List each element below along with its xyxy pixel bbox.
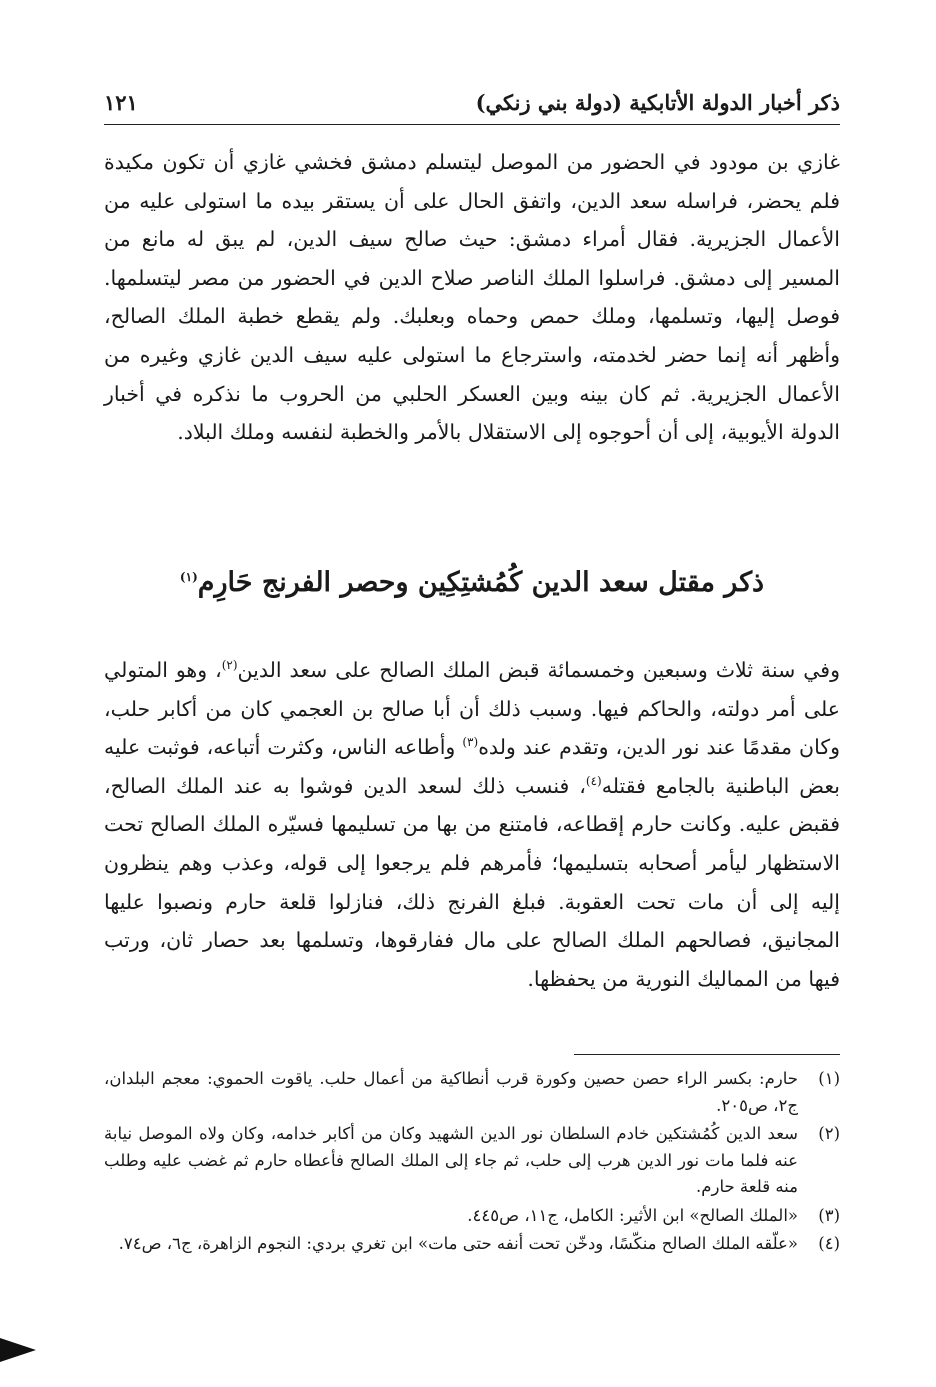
main-paragraph-part1: وفي سنة ثلاث وسبعين وخمسمائة قبض الملك الصالح على سعد الدين [237, 658, 840, 682]
footnote-separator [574, 1054, 840, 1055]
main-paragraph [104, 651, 840, 998]
footnote-number: (٤) [818, 1234, 840, 1253]
main-paragraph-part4: ، فنسب ذلك لسعد الدين فوشوا به عند الملك الصالح، فقبض عليه. وكانت حارم إقطاعه، فامتنع من بها من تسليمها فسيّره الملك الصالح تحت الاستظهار ليأمر أصحابه بتسليمها؛ فأمرهم فلم يرجعوا إلى قوله، وعذب وهم ينظرون إليه إلى أن مات تحت العقوبة. فبلغ الفرنج ذلك، فنازلوا قلعة حارم ونصبوا عليها المجانيق، فصالحهم الملك الصالح على مال ففارقوها، وتسلمها بعد حصار ثان، ورتب فيها من المماليك النورية من يحفظها. [104, 773, 840, 991]
running-title: ذكر أخبار الدولة الأتابكية (دولة بني زنكي) [475, 90, 840, 115]
footnote-text: سعد الدين كُمُشتكين خادم السلطان نور الدين الشهيد وكان من أكابر خدامه، وكان ولاه الموصل نيابة عنه فلما مات نور الدين هرب إلى حلب، ثم جاء إلى الملك الصالح فأعطاه حارم ثم غضب عليه وطلب منه قلعة حارم. [104, 1124, 798, 1196]
footnote-number: (١) [818, 1069, 840, 1088]
intro-paragraph: غازي بن مودود في الحضور من الموصل ليتسلم دمشق فخشي غازي أن تكون مكيدة فلم يحضر، فراسله سعد الدين، واتفق الحال على أن يستقر بيده ما استولى عليه من الأعمال الجزيرية. فقال أمراء دمشق: حيث صالح سيف الدين، لم يبق له مانع من المسير إلى دمشق. فراسلوا الملك الناصر صلاح الدين في الحضور من مصر ليتسلمها. فوصل إليها، وتسلمها، وملك حمص وحماه وبعلبك. ولم يقطع خطبة الملك الصالح، وأظهر أنه إنما حضر لخدمته، واسترجاع ما استولى عليه سيف الدين غازي وغيره من الأعمال الجزيرية. ثم كان بينه وبين العسكر الحلبي من الحروب ما نذكره في أخبار الدولة الأيوبية، إلى أن أحوجوه إلى الاستقلال بالأمر والخطبة لنفسه وملك البلاد. [104, 150, 841, 445]
page-header [104, 84, 840, 124]
footnote-number: (٢) [818, 1124, 840, 1143]
main-paragraph-block [104, 651, 840, 998]
footnote-ref-2: (٢) [221, 658, 238, 673]
intro-paragraph-block [104, 143, 840, 452]
section-title-footnote-ref: (١) [179, 570, 198, 584]
footnotes [104, 1066, 840, 1260]
footnote [104, 1066, 840, 1119]
footnote-text: حارم: بكسر الراء حصن حصين وكورة قرب أنطاكية من أعمال حلب. ياقوت الحموي: معجم البلدان، ج٢، ص٢٠٥. [104, 1069, 798, 1115]
footnote [104, 1121, 840, 1201]
scan-corner-mark [0, 1338, 36, 1362]
footnote [104, 1203, 840, 1230]
footnote-text: «الملك الصالح» ابن الأثير: الكامل، ج١١، ص٤٤٥. [467, 1205, 798, 1225]
main-paragraph-part3: وأطاعه الناس، وكثرت أتباعه، فوثبت عليه بعض الباطنية بالجامع فقتله [104, 735, 840, 798]
footnote-ref-3: (٣) [462, 735, 479, 750]
footnote [104, 1231, 840, 1258]
section-heading [104, 561, 840, 605]
footnote-text: «علّقه الملك الصالح منكّسًا، ودخّن تحت أنفه حتى مات» ابن تغري بردي: النجوم الزاهرة، ج٦، ص٧٤. [118, 1234, 798, 1253]
page-number: ١٢١ [104, 90, 138, 115]
footnote-number: (٣) [818, 1205, 840, 1225]
main-paragraph-part2: ، وهو المتولي على أمر دولته، والحاكم فيها. وسبب ذلك أن أبا صالح بن العجمي كان من أكابر حلب، وكان مقدمًا عند نور الدين، وتقدم عند ولده [104, 658, 840, 760]
header-rule [104, 124, 840, 125]
section-title-text: ذكر مقتل سعد الدين كُمُشتِكِين وحصر الفرنج حَارِم [197, 567, 765, 598]
footnote-ref-4: (٤) [585, 773, 602, 788]
